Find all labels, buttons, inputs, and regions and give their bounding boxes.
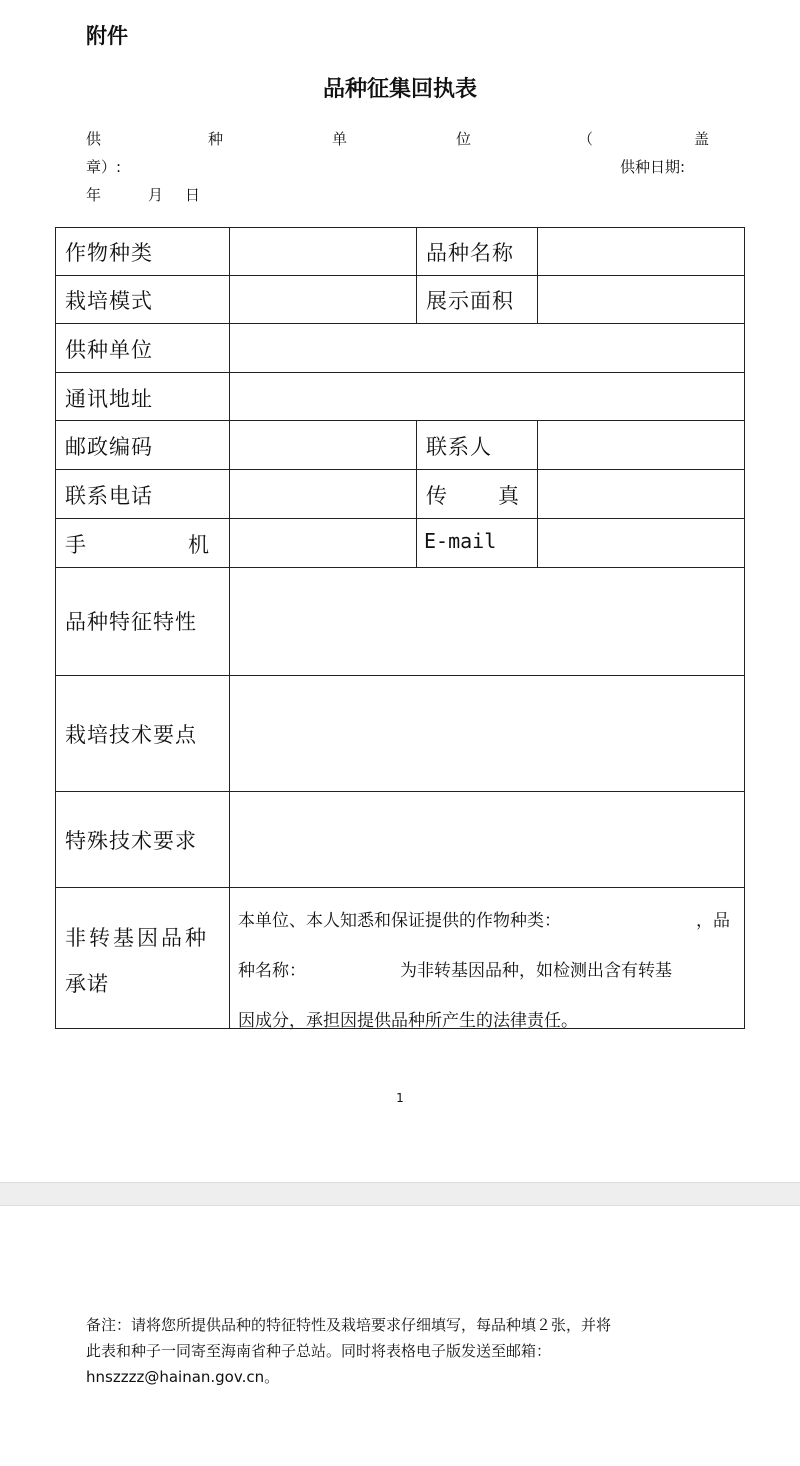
table-rule bbox=[537, 420, 538, 567]
supply-date-label: 供种日期: bbox=[620, 158, 686, 176]
note-line: 此表和种子一同寄至海南省种子总站。同时将表格电子版发送至邮箱： bbox=[86, 1342, 552, 1360]
table-rule bbox=[537, 227, 538, 323]
table-rule bbox=[55, 275, 745, 276]
postcode-label: 邮政编码 bbox=[65, 435, 153, 459]
note-email: hnszzzz@hainan.gov.cn。 bbox=[86, 1368, 280, 1386]
table-rule bbox=[55, 887, 745, 888]
stamp-tail: 章）: bbox=[86, 158, 122, 176]
gmo-label-cont: 承诺 bbox=[65, 972, 109, 996]
stamp-char: （ bbox=[578, 130, 594, 148]
table-rule bbox=[55, 791, 745, 792]
page-number: 1 bbox=[396, 1091, 404, 1105]
phone-label: 联系电话 bbox=[65, 484, 153, 508]
footnote bbox=[86, 1312, 716, 1390]
fax-label-part: 真 bbox=[498, 484, 520, 508]
table-rule bbox=[55, 675, 745, 676]
special-req-label: 特殊技术要求 bbox=[65, 829, 197, 853]
pledge-text: 为非转基因品种，如检测出含有转基 bbox=[400, 961, 672, 981]
traits-label: 品种特征特性 bbox=[65, 610, 197, 634]
table-rule bbox=[55, 323, 745, 324]
address-label: 通讯地址 bbox=[65, 387, 153, 411]
attachment-label: 附件 bbox=[86, 24, 128, 48]
gmo-pledge bbox=[238, 896, 738, 1046]
stamp-char: 单 bbox=[332, 130, 348, 148]
table-border bbox=[744, 227, 745, 1029]
stamp-char: 供 bbox=[86, 130, 102, 148]
table-rule bbox=[416, 420, 417, 567]
gmo-label: 非转基因品种 bbox=[65, 926, 209, 950]
crop-type-label: 作物种类 bbox=[65, 241, 153, 265]
table-border bbox=[55, 227, 56, 1029]
table-rule bbox=[55, 518, 745, 519]
mobile-label-part: 机 bbox=[188, 533, 210, 557]
table-border bbox=[55, 227, 745, 228]
mobile-label-part: 手 bbox=[65, 533, 87, 557]
table-rule bbox=[229, 227, 230, 1029]
date-month: 月 bbox=[148, 186, 164, 204]
pledge-text: 因成分，承担因提供品种所产生的法律责任。 bbox=[238, 1011, 578, 1031]
date-year: 年 bbox=[86, 186, 102, 204]
pledge-text: ，品 bbox=[696, 911, 730, 931]
note-line: 备注：请将您所提供品种的特征特性及栽培要求仔细填写，每品种填２张，并将 bbox=[86, 1316, 612, 1334]
fax-label-part: 传 bbox=[426, 484, 448, 508]
stamp-char: 位 bbox=[456, 130, 472, 148]
stamp-char: 盖 bbox=[694, 130, 710, 148]
email-label: E-mail bbox=[424, 529, 497, 553]
contact-person-label: 联系人 bbox=[426, 435, 492, 459]
table-rule bbox=[55, 567, 745, 568]
pledge-text: 种名称： bbox=[238, 961, 306, 981]
stamp-char: 种 bbox=[208, 130, 224, 148]
page-title: 品种征集回执表 bbox=[322, 77, 477, 102]
cultivation-mode-label: 栽培模式 bbox=[65, 289, 153, 313]
table-rule bbox=[55, 372, 745, 373]
pledge-text: 本单位、本人知悉和保证提供的作物种类： bbox=[238, 911, 561, 931]
page-separator bbox=[0, 1182, 800, 1206]
table-rule bbox=[55, 469, 745, 470]
variety-name-label: 品种名称 bbox=[426, 241, 514, 265]
table-rule bbox=[416, 227, 417, 323]
date-day: 日 bbox=[185, 186, 201, 204]
supplier-label: 供种单位 bbox=[65, 338, 153, 362]
cultivation-tech-label: 栽培技术要点 bbox=[65, 723, 197, 747]
table-rule bbox=[55, 420, 745, 421]
display-area-label: 展示面积 bbox=[426, 289, 514, 313]
